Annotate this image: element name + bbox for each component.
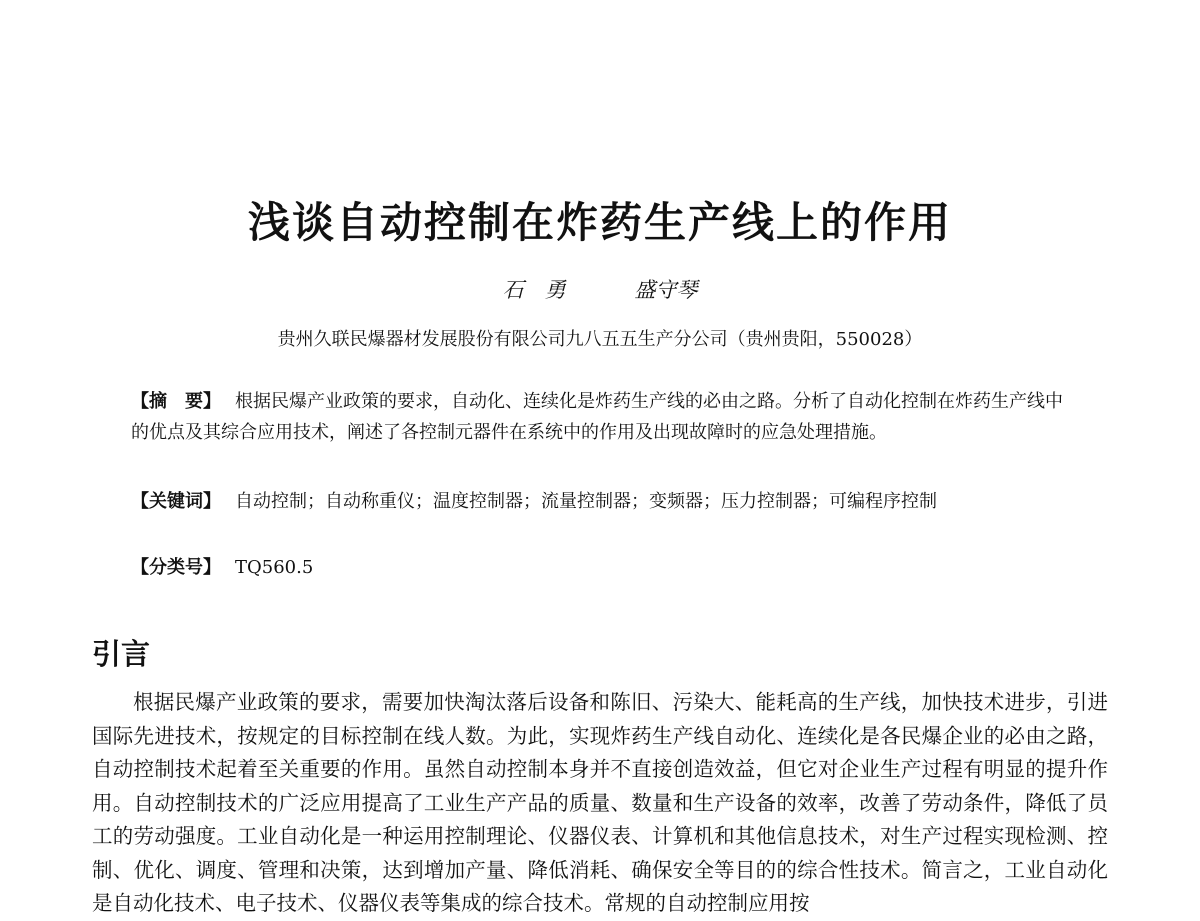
abstract-text: 根据民爆产业政策的要求，自动化、连续化是炸药生产线的必由之路。分析了自动化控制在炸药生产线中的优点及其综合应用技术，阐述了各控制元器件在系统中的作用及出现故障时的应急处理措施。 <box>131 391 1063 443</box>
abstract-label: 【摘 要】 <box>131 391 221 412</box>
section-heading: 引言 <box>92 637 151 671</box>
classification-label: 【分类号】 <box>131 557 221 578</box>
paper-title: 浅谈自动控制在炸药生产线上的作用 <box>247 198 952 247</box>
abstract-block <box>131 386 1066 448</box>
author-list <box>0 274 1200 304</box>
body-paragraph: 根据民爆产业政策的要求，需要加快淘汰落后设备和陈旧、污染大、能耗高的生产线，加快技术进步，引进国际先进技术，按规定的目标控制在线人数。为此，实现炸药生产线自动化、连续化是各民爆企业的必由之路，自动控制技术起着至关重要的作用。虽然自动控制本身并不直接创造效益，但它对企业生产过程有明显的提升作用。自动控制技术的广泛应用提高了工业生产产品的质量、数量和生产设备的效率，改善了劳动条件，降低了员工的劳动强度。工业自动化是一种运用控制理论、仪器仪表、计算机和其他信息技术，对生产过程实现检测、控制、优化、调度、管理和决策，达到增加产量、降低消耗、确保安全等目的的综合性技术。简言之，工业自动化是自动化技术、电子技术、仪器仪表等集成的综合技术。常规的自动控制应用按 <box>92 690 1108 915</box>
author-name: 石 勇 <box>502 278 566 302</box>
author-affiliation: 贵州久联民爆器材发展股份有限公司九八五五生产分公司（贵州贵阳，550028） <box>277 329 923 350</box>
keywords-block <box>131 486 1066 517</box>
keywords-text: 自动控制；自动称重仪；温度控制器；流量控制器；变频器；压力控制器；可编程序控制 <box>235 491 937 512</box>
classification-text: TQ560.5 <box>235 557 314 578</box>
author-name: 盛守琴 <box>634 278 698 302</box>
classification-block <box>131 552 1066 583</box>
keywords-label: 【关键词】 <box>131 491 221 512</box>
